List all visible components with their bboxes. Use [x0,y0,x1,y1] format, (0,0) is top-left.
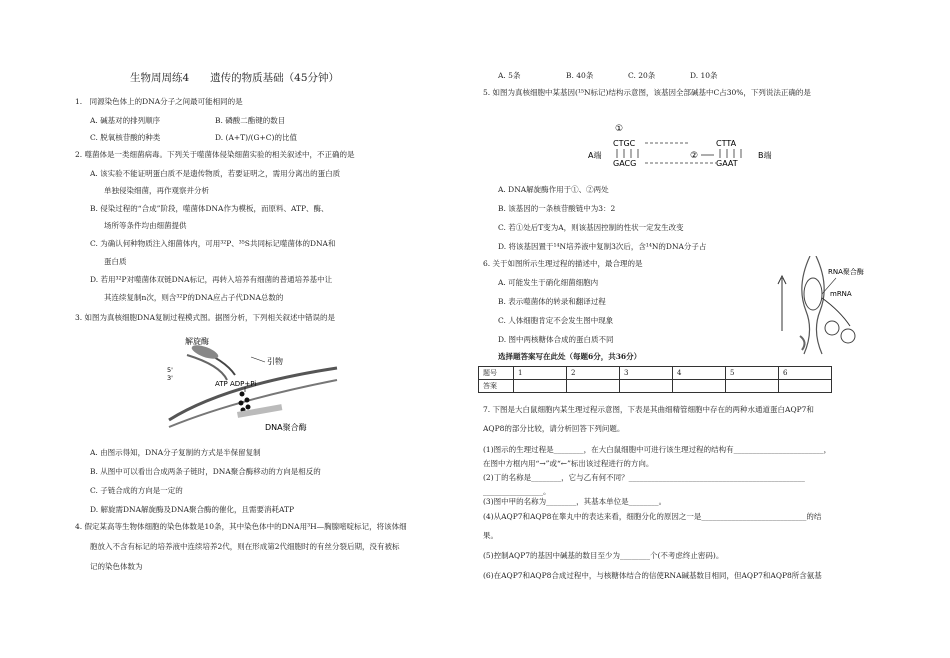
answer-cell-1[interactable] [514,380,567,393]
q7-part3: (3)图中甲的名称为________，其基本单位是________。 [483,497,667,506]
primer-label: 引物 [267,357,283,366]
q4-line3: 记的染色体数为 [90,562,143,571]
q1-option-a: A. 碱基对的排列顺序 [90,116,161,125]
answer-number-6: 6 [779,367,832,380]
answer-table-number-row [479,367,832,380]
answer-box-heading: 选择题答案写在此处（每题6分，共36分） [498,352,642,361]
q7-part1-line1: (1)图示的生理过程是________，在大白鼠细胞中可进行该生理过程的结构有________________________， [483,445,832,454]
q2-option-a-line1: A. 该实验不能证明蛋白质不是遗传物质，若要证明之，需用分离出的蛋白质 [90,169,341,178]
answer-number-2: 2 [567,367,620,380]
q4-option-d: D. 10条 [690,71,718,80]
q7-line1: 7. 下图是大白鼠细胞内某生理过程示意图，下表是其曲细精管细胞中存在的两种水通道蛋白AQP7和 [483,405,814,414]
answer-table [478,366,832,393]
right-top-strand: CTTA [716,139,737,148]
answer-table-number-label: 题号 [479,367,514,380]
end-3-label: 3' [167,374,173,382]
q6-option-b: B. 表示噬菌体的转录和翻译过程 [498,297,606,306]
right-bottom-strand: GAAT [716,159,738,168]
answer-cell-4[interactable] [673,380,726,393]
q4-option-c: C. 20条 [628,71,656,80]
helicase-label: 解旋酶 [185,337,209,346]
answer-number-4: 4 [673,367,726,380]
answer-cell-6[interactable] [779,380,832,393]
page-title: 生物周周练4 遗传的物质基础（45分钟） [130,72,340,84]
answer-cell-3[interactable] [620,380,673,393]
q2-option-c-line2: 蛋白质 [104,257,127,266]
dna-replication-figure [165,330,340,432]
q3-option-c: C. 子链合成的方向是一定的 [90,486,183,495]
q6-option-c: C. 人体细胞肯定不会发生图中现象 [498,316,614,325]
q7-line2: AQP8的部分比较，请分析回答下列问题。 [483,424,625,433]
answer-number-3: 3 [620,367,673,380]
site-1-marker: ① [615,124,624,134]
left-top-strand: CTGC [613,139,636,148]
q1-option-d: D. (A+T)/(G+C)的比值 [215,133,297,142]
left-bottom-strand: GACG [613,159,637,168]
q4-option-b: B. 40条 [566,71,594,80]
q4-line2: 胞放入不含有标记的培养液中连续培养2代，则在形成第2代细胞时的有丝分裂后期，没有被标 [90,542,400,551]
mrna-label: mRNA [830,290,852,298]
q2-option-b-line2: 场所等条件均由细菌提供 [104,221,187,230]
q3-stem: 3. 如图为真核细胞DNA复制过程模式图。据图分析，下列相关叙述中错误的是 [75,313,336,322]
answer-cell-5[interactable] [726,380,779,393]
dna-polymerase-label: DNA聚合酶 [265,423,307,432]
answer-table-answer-row [479,380,832,393]
q5-option-a: A. DNA解旋酶作用于①、②两处 [498,185,609,194]
q7-part2-line2: ________________。 [483,487,551,496]
q6-stem: 6. 关于如图所示生理过程的描述中，最合理的是 [483,259,643,268]
q5-option-c: C. 若①处后T变为A，则该基因控制的性状一定发生改变 [498,223,684,232]
q6-option-a: A. 可能发生于硝化细菌细胞内 [498,278,599,287]
q7-part6: (6)在AQP7和AQP8合成过程中，与核糖体结合的信使RNA碱基数目相同，但AQP7和AQP8所含氨基 [483,571,822,580]
q7-part4-line2: 果。 [483,531,498,540]
q2-option-b-line1: B. 侵染过程的“合成”阶段，噬菌体DNA作为模板，而原料、ATP、酶、 [90,204,329,213]
rna-polymerase-label: RNA聚合酶 [828,268,864,276]
answer-number-1: 1 [514,367,567,380]
q1-option-c: C. 脱氧核苷酸的种类 [90,133,161,142]
q5-stem: 5. 如图为真核细胞中某基因(¹⁵N标记)结构示意图，该基因全部碱基中C占30%，下列说法正确的是 [483,88,811,97]
q7-part2-line1: (2)丁的名称是________，它与乙有何不同？_______________________________________________ [483,473,805,482]
atp-label: ATP ADP+Pi [215,380,257,388]
q3-option-a: A. 由图示得知，DNA分子复制的方式是半保留复制 [90,448,261,457]
q2-option-c-line1: C. 为确认何种物质注入细菌体内，可用³²P、³⁵S共同标记噬菌体的DNA和 [90,239,336,248]
q1-option-b: B. 磷酸二酯键的数目 [215,116,286,125]
q5-option-d: D. 将该基因置于¹⁴N培养液中复制3次后，含¹⁴N的DNA分子占 [498,242,707,251]
q4-option-a: A. 5条 [498,71,521,80]
q4-line1: 4. 假定某高等生物体细胞的染色体数是10条，其中染色体中的DNA用³H—胸腺嘧啶标记，将该体细 [75,522,407,531]
q7-part5: (5)控制AQP7的基因中碱基的数目至少为________个(不考虑终止密码)。 [483,551,724,560]
end-5-label: 5' [167,366,173,374]
answer-number-5: 5 [726,367,779,380]
q3-option-d: D. 解旋需DNA解旋酶及DNA聚合酶的催化，且需要消耗ATP [90,505,295,514]
q2-option-a-line2: 单独侵染细菌，再作观察并分析 [104,186,209,195]
b-end-label: B端 [758,151,772,160]
q7-part1-line2: 在图中方框内用“→”或“←”标出该过程进行的方向。 [483,459,654,468]
q7-part4-line1: (4)从AQP7和AQP8在睾丸中的表达来看，细胞分化的原因之一是____________________________的结 [483,512,822,521]
q1-stem: 1. 同源染色体上的DNA分子之间最可能相同的是 [75,97,243,106]
answer-table-answer-label: 答案 [479,380,514,393]
site-2-marker: ② [690,151,699,161]
answer-cell-2[interactable] [567,380,620,393]
q6-option-d: D. 图中两核糖体合成的蛋白质不同 [498,335,614,344]
q2-stem: 2. 噬菌体是一类细菌病毒。下列关于噬菌体侵染细菌实验的相关叙述中，不正确的是 [75,150,355,159]
q5-option-b: B. 该基因的一条核苷酸链中为3：2 [498,204,616,213]
transcription-figure [770,256,878,356]
gene-structure-figure [588,118,788,176]
a-end-label: A端 [588,151,602,160]
q3-option-b: B. 从图中可以看出合成两条子链时，DNA聚合酶移动的方向是相反的 [90,467,321,476]
q2-option-d-line2: 其连续复制n次，则含³²P的DNA应占子代DNA总数的 [104,293,284,302]
q2-option-d-line1: D. 若用³²P对噬菌体双链DNA标记，再转入培养有细菌的普通培养基中让 [90,275,333,284]
